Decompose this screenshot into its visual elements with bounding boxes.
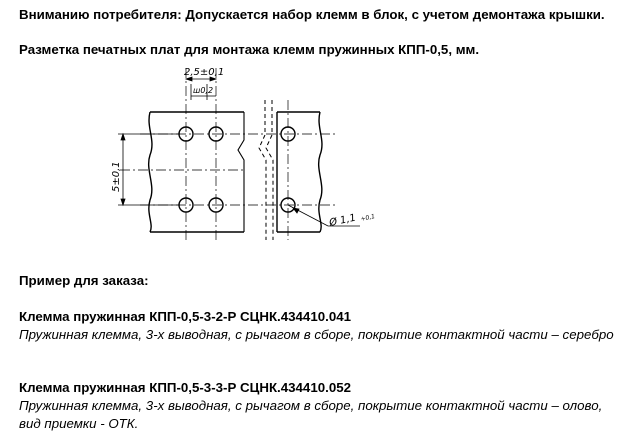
item-description-continued: вид приемки - ОТК. <box>19 416 139 431</box>
item-code: Клемма пружинная КПП-0,5-3-3-Р СЦНК.434410.052 <box>19 380 351 395</box>
block-outline-left <box>150 112 244 232</box>
dim-hole: Ø 1,1 <box>328 212 357 229</box>
item-description: Пружинная клемма, 3-х выводная, с рычагом в сборе, покрытие контактной части – олово, <box>19 398 603 413</box>
item-code: Клемма пружинная КПП-0,5-3-2-Р СЦНК.434410.041 <box>19 309 351 324</box>
dim-pitch: 2,5±0,1 <box>184 67 225 78</box>
consumer-notice: Вниманию потребителя: Допускается набор клемм в блок, с учетом демонтажа крышки. <box>19 7 605 22</box>
pcb-layout-drawing <box>100 62 380 240</box>
item-description: Пружинная клемма, 3-х выводная, с рычагом в сборе, покрытие контактной части – серебро <box>19 327 614 342</box>
dim-hole-tolerance: +0,1 <box>359 213 376 223</box>
dim-vertical: 5±0,1 <box>111 161 122 192</box>
order-example-heading: Пример для заказа: <box>19 273 149 288</box>
dim-slot: ш0,2 <box>193 86 214 95</box>
pcb-layout-heading: Разметка печатных плат для монтажа клемм пружинных КПП-0,5, мм. <box>19 42 480 57</box>
